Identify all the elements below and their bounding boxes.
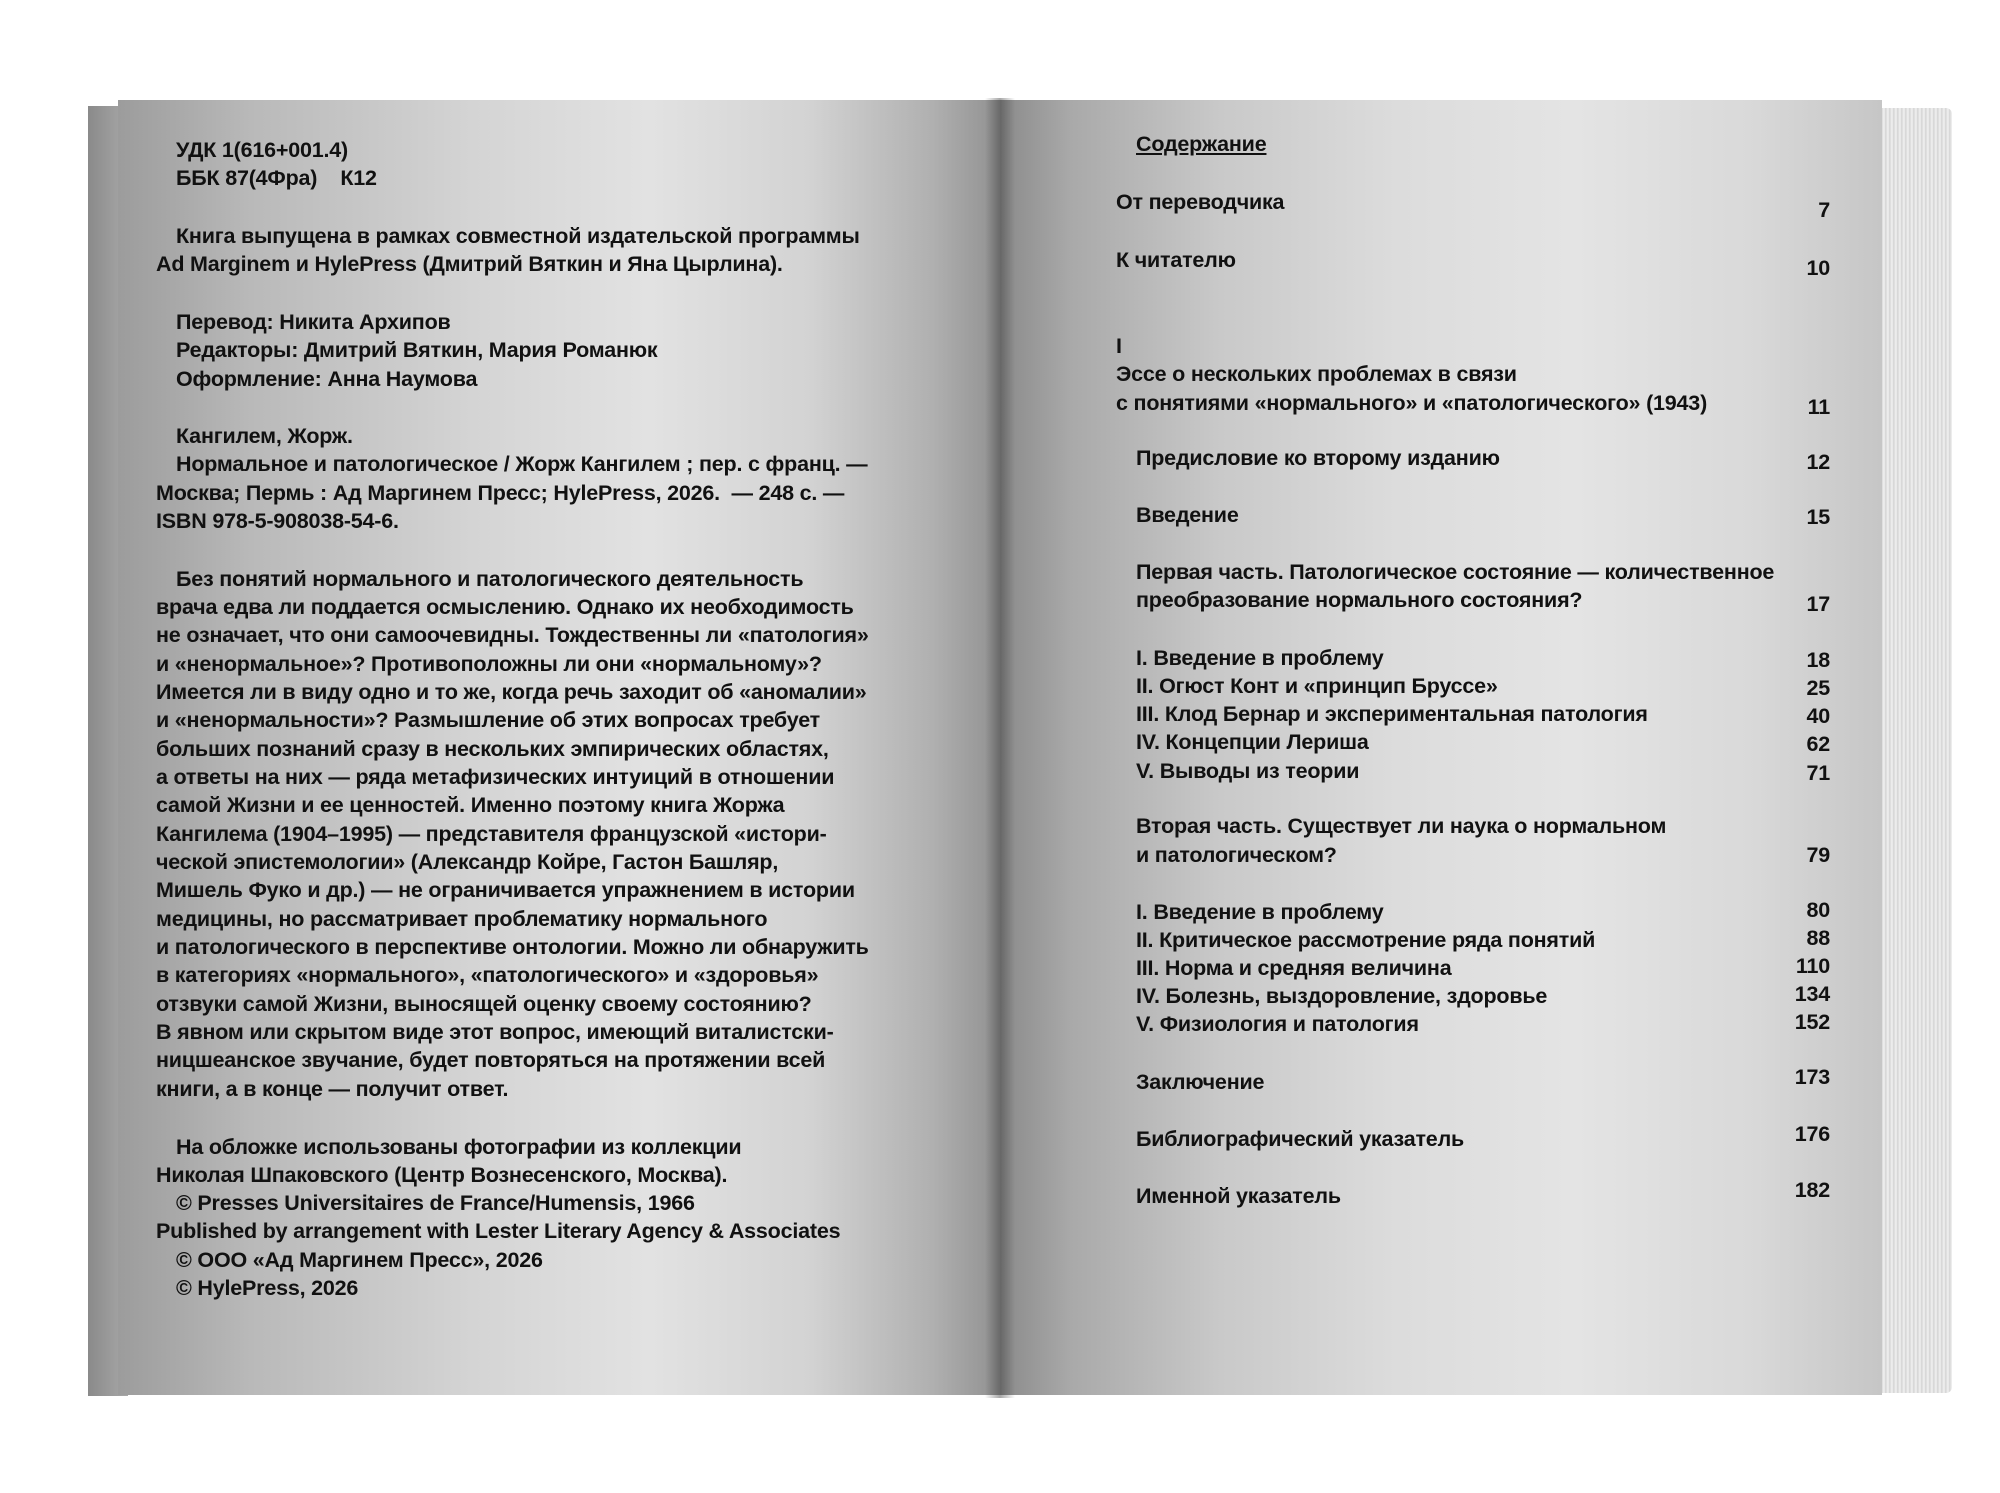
toc-entry bbox=[1000, 926, 1882, 956]
toc-entry-label: IV. Концепции Лериша bbox=[1136, 730, 1369, 754]
toc-entry bbox=[1000, 644, 1882, 674]
copyright-line: © Presses Universitaires de France/Humensis, 1966 bbox=[176, 1191, 695, 1215]
toc-entry bbox=[1000, 672, 1882, 702]
abstract-line: ницшеанское звучание, будет повторяться на протяжении всей bbox=[156, 1048, 826, 1072]
toc-entry bbox=[1000, 1122, 1882, 1155]
imprint-page bbox=[118, 100, 1003, 1395]
toc-title: Содержание bbox=[1136, 132, 1267, 156]
toc-entry-page: 11 bbox=[1807, 395, 1830, 419]
toc-entry-label: Библиографический указатель bbox=[1136, 1127, 1465, 1151]
abstract-line: отзвуки самой Жизни, выносящей оценку своему состоянию? bbox=[156, 992, 812, 1016]
toc-entry-label: IV. Болезнь, выздоровление, здоровье bbox=[1136, 984, 1548, 1008]
toc-entry-page: 40 bbox=[1806, 704, 1830, 728]
toc-entry bbox=[1000, 757, 1882, 787]
abstract-line: врача едва ли поддается осмыслению. Однако их необходимость bbox=[156, 595, 854, 619]
toc-entry-label: Первая часть. Патологическое состояние — количественное bbox=[1136, 560, 1775, 584]
toc-entry-page: 79 bbox=[1806, 843, 1830, 867]
toc-entry-page: 176 bbox=[1794, 1122, 1830, 1146]
toc-part-number bbox=[1000, 332, 1882, 362]
abstract-line: и патологического в перспективе онтологии. Можно ли обнаружить bbox=[156, 935, 869, 959]
program-line-1: Книга выпущена в рамках совместной издательской программы bbox=[176, 224, 860, 248]
toc-entry-page: 25 bbox=[1806, 676, 1830, 700]
toc-entry-label: Предисловие ко второму изданию bbox=[1136, 446, 1500, 470]
toc-entry bbox=[1000, 444, 1882, 474]
toc-entry bbox=[1000, 558, 1882, 588]
copyright-line: Published by arrangement with Lester Literary Agency & Associates bbox=[156, 1219, 841, 1243]
toc-entry-label: II. Критическое рассмотрение ряда понятий bbox=[1136, 928, 1596, 952]
toc-entry-label: и патологическом? bbox=[1136, 843, 1337, 867]
toc-entry-label: Заключение bbox=[1136, 1070, 1265, 1094]
book-spine-shadow bbox=[985, 98, 1015, 1398]
biblio-line-1: Нормальное и патологическое / Жорж Кангилем ; пер. с франц. — bbox=[176, 452, 868, 476]
toc-entry-page: 152 bbox=[1794, 1010, 1830, 1034]
toc-entry bbox=[1000, 360, 1882, 390]
toc-entry-page: 88 bbox=[1806, 926, 1830, 950]
toc-entry-page: 182 bbox=[1794, 1178, 1830, 1202]
toc-entry-page: 62 bbox=[1806, 732, 1830, 756]
right-page bbox=[1000, 100, 1882, 1395]
toc-entry-page: 173 bbox=[1794, 1065, 1830, 1089]
toc-entry-label: I bbox=[1116, 334, 1122, 358]
toc-entry-label: III. Норма и средняя величина bbox=[1136, 956, 1452, 980]
toc-entry bbox=[1000, 389, 1882, 419]
udk-code: УДК 1(616+001.4) bbox=[176, 138, 349, 162]
toc-entry-label: V. Выводы из теории bbox=[1136, 759, 1360, 783]
table-of-contents bbox=[1000, 100, 1882, 1395]
abstract-line: ческой эпистемологии» (Александр Койре, Гастон Башляр, bbox=[156, 850, 779, 874]
toc-entry-label: Эссе о нескольких проблемах в связи bbox=[1116, 362, 1517, 386]
toc-entry-label: с понятиями «нормального» и «патологического» (1943) bbox=[1116, 391, 1708, 415]
toc-entry-page: 7 bbox=[1818, 198, 1830, 222]
right-page-edges bbox=[1870, 108, 1952, 1393]
toc-entry-page: 10 bbox=[1806, 256, 1830, 280]
program-line-2: Ad Marginem и HylePress (Дмитрий Вяткин и Яна Цырлина). bbox=[156, 252, 783, 276]
toc-entry bbox=[1000, 188, 1882, 222]
abstract-line: медицины, но рассматривает проблематику нормального bbox=[156, 907, 768, 931]
toc-entry-page: 17 bbox=[1806, 592, 1830, 616]
abstract-line: Без понятий нормального и патологического деятельность bbox=[176, 567, 804, 591]
toc-entry-page: 71 bbox=[1806, 761, 1830, 785]
toc-entry-label: II. Огюст Конт и «принцип Бруссе» bbox=[1136, 674, 1498, 698]
abstract-line: книги, а в конце — получит ответ. bbox=[156, 1077, 509, 1101]
abstract-line: а ответы на них — ряда метафизических интуиций в отношении bbox=[156, 765, 835, 789]
toc-entry bbox=[1000, 812, 1882, 842]
toc-entry bbox=[1000, 700, 1882, 730]
toc-entry-label: К читателю bbox=[1116, 248, 1236, 272]
toc-entry bbox=[1000, 1065, 1882, 1098]
abstract-line: В явном или скрытом виде этот вопрос, имеющий виталистски- bbox=[156, 1020, 834, 1044]
abstract-line: в категориях «нормального», «патологического» и «здоровья» bbox=[156, 963, 819, 987]
abstract-line: Имеется ли в виду одно и то же, когда речь заходит об «аномалии» bbox=[156, 680, 867, 704]
toc-entry-label: преобразование нормального состояния? bbox=[1136, 588, 1583, 612]
cover-credit-2: Николая Шпаковского (Центр Вознесенского, Москва). bbox=[156, 1163, 728, 1187]
toc-entry-label: I. Введение в проблему bbox=[1136, 900, 1384, 924]
bbk-code: ББК 87(4Фра) К12 bbox=[176, 166, 377, 190]
toc-entry bbox=[1000, 1178, 1882, 1212]
abstract-line: Кангилема (1904–1995) — представителя французской «истори- bbox=[156, 822, 827, 846]
copyright-line: © HylePress, 2026 bbox=[176, 1276, 359, 1300]
author-entry: Кангилем, Жорж. bbox=[176, 424, 353, 448]
toc-entry-page: 80 bbox=[1806, 898, 1830, 922]
isbn: ISBN 978-5-908038-54-6. bbox=[156, 509, 399, 533]
designer: Оформление: Анна Наумова bbox=[176, 367, 478, 391]
toc-entry-page: 110 bbox=[1795, 954, 1830, 978]
toc-entry bbox=[1000, 728, 1882, 758]
editors: Редакторы: Дмитрий Вяткин, Мария Романюк bbox=[176, 338, 658, 362]
toc-entry-label: III. Клод Бернар и экспериментальная патология bbox=[1136, 702, 1648, 726]
toc-entry-page: 12 bbox=[1806, 450, 1830, 474]
cover-credit-1: На обложке использованы фотографии из коллекции bbox=[176, 1135, 742, 1159]
abstract-line: Мишель Фуко и др.) — не ограничивается упражнением в истории bbox=[156, 878, 855, 902]
toc-entry-label: Вторая часть. Существует ли наука о нормальном bbox=[1136, 814, 1667, 838]
toc-entry-label: V. Физиология и патология bbox=[1136, 1012, 1419, 1036]
abstract-line: и «ненормальности»? Размышление об этих вопросах требует bbox=[156, 708, 821, 732]
toc-entry bbox=[1000, 982, 1882, 1012]
biblio-line-2: Москва; Пермь : Ад Маргинем Пресс; HylePress, 2026. — 248 с. — bbox=[156, 481, 845, 505]
translator: Перевод: Никита Архипов bbox=[176, 310, 451, 334]
toc-entry-label: Именной указатель bbox=[1136, 1184, 1341, 1208]
abstract-line: больших познаний сразу в нескольких эмпирических областях, bbox=[156, 737, 829, 761]
abstract-line: не означает, что они самоочевидны. Тождественны ли «патология» bbox=[156, 623, 869, 647]
toc-entry-page: 15 bbox=[1806, 505, 1830, 529]
left-page bbox=[118, 100, 1003, 1395]
toc-entry bbox=[1000, 1010, 1882, 1040]
toc-entry-label: I. Введение в проблему bbox=[1136, 646, 1384, 670]
toc-entry-label: От переводчика bbox=[1116, 190, 1285, 214]
abstract-line: самой Жизни и ее ценностей. Именно поэтому книга Жоржа bbox=[156, 793, 785, 817]
toc-entry bbox=[1000, 246, 1882, 280]
toc-entry-page: 134 bbox=[1794, 982, 1830, 1006]
toc-entry bbox=[1000, 501, 1882, 531]
toc-entry-page: 18 bbox=[1806, 648, 1830, 672]
copyright-line: © ООО «Ад Маргинем Пресс», 2026 bbox=[176, 1248, 543, 1272]
toc-entry-label: Введение bbox=[1136, 503, 1239, 527]
toc-entry bbox=[1000, 898, 1882, 928]
toc-entry bbox=[1000, 841, 1882, 871]
abstract-line: и «ненормальное»? Противоположны ли они «нормальному»? bbox=[156, 652, 822, 676]
toc-entry bbox=[1000, 586, 1882, 616]
toc-entry bbox=[1000, 954, 1882, 984]
